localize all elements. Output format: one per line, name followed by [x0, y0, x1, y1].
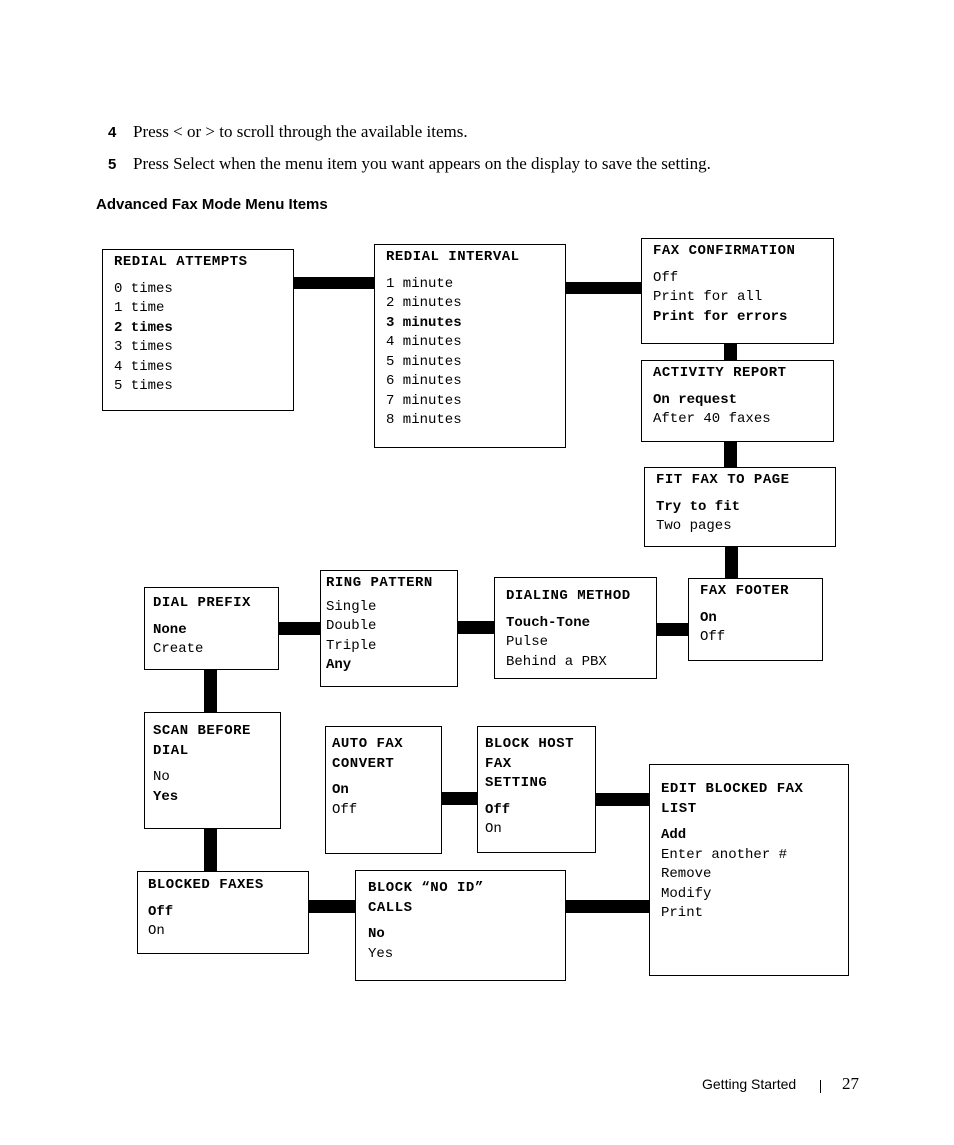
connector [204, 828, 217, 872]
menu-option: 4 times [114, 358, 173, 375]
menu-title: FIT FAX TO PAGE [656, 472, 790, 488]
menu-option: 6 minutes [386, 373, 462, 389]
menu-option: Behind a PBX [506, 653, 607, 670]
menu-block-host-fax-setting [477, 726, 596, 853]
menu-option: 2 minutes [386, 295, 462, 311]
connector [724, 343, 737, 361]
key-select: Select [173, 154, 215, 173]
menu-title: SCAN BEFORE DIAL [153, 723, 251, 759]
menu-option: Off [485, 801, 511, 818]
menu-title: BLOCK “NO ID” CALLS [368, 880, 484, 916]
connector [293, 277, 375, 289]
connector [308, 900, 356, 913]
menu-option: Remove [661, 866, 712, 882]
menu-title: DIALING METHOD [506, 588, 631, 604]
menu-option: 4 minutes [386, 334, 462, 350]
menu-activity-report [641, 360, 834, 442]
menu-scan-before-dial [144, 712, 281, 829]
step-4: 4 Press < or > to scroll through the available items. [108, 122, 468, 141]
menu-option: Touch-Tone [506, 614, 591, 631]
step-number: 4 [108, 124, 117, 141]
menu-edit-blocked-fax-list [649, 764, 849, 976]
connector [656, 623, 689, 636]
connector [457, 621, 495, 634]
menu-blocked-faxes [137, 871, 309, 954]
menu-option: Pulse [506, 634, 549, 650]
menu-fax-confirmation [641, 238, 834, 344]
menu-title: RING PATTERN [326, 575, 433, 591]
menu-option: 5 times [114, 378, 173, 394]
menu-auto-fax-convert [325, 726, 442, 854]
menu-option: Off [653, 269, 679, 286]
key-left: < [173, 122, 183, 141]
menu-option: 2 times [114, 319, 173, 336]
menu-option: Any [326, 657, 352, 673]
menu-option: On [148, 923, 165, 939]
page-number: 27 [842, 1074, 859, 1093]
menu-option: On [332, 782, 349, 798]
menu-option: Off [148, 903, 174, 920]
menu-option: 1 minute [386, 275, 454, 292]
menu-title: FAX FOOTER [700, 583, 790, 599]
menu-option: None [153, 621, 187, 638]
footer-section: Getting Started [702, 1076, 797, 1092]
connector [724, 441, 737, 468]
key-right: > [205, 122, 216, 141]
menu-option: On [485, 821, 502, 837]
menu-option: Off [700, 629, 726, 645]
menu-option: Print for errors [653, 308, 788, 325]
menu-option: 1 time [114, 300, 165, 316]
menu-option: On request [653, 391, 738, 408]
step-number: 5 [108, 156, 117, 173]
connector [565, 282, 642, 294]
menu-option: Off [332, 801, 358, 818]
menu-block-no-id-calls [355, 870, 566, 981]
menu-option: Yes [368, 945, 394, 962]
menu-option: Create [153, 641, 204, 657]
menu-redial-attempts [102, 249, 294, 411]
menu-fit-fax-to-page [644, 467, 836, 547]
menu-option: No [368, 926, 385, 942]
menu-option: 5 minutes [386, 353, 462, 370]
menu-option: Two pages [656, 518, 732, 534]
menu-option: Print for all [653, 289, 763, 305]
menu-option: Yes [153, 788, 179, 805]
footer-divider [820, 1080, 821, 1093]
menu-option: Modify [661, 885, 712, 902]
connector [595, 793, 650, 806]
menu-option: Enter another # [661, 846, 788, 863]
menu-option: Add [661, 827, 687, 843]
menu-dial-prefix [144, 587, 279, 670]
step-5: 5 Press Select when the menu item you want appears on the display to save the setting. [108, 154, 711, 173]
menu-dialing-method [494, 577, 657, 679]
menu-option: 7 minutes [386, 392, 462, 409]
menu-option: 8 minutes [386, 412, 462, 428]
menu-title: REDIAL INTERVAL [386, 249, 520, 265]
menu-title: ACTIVITY REPORT [653, 365, 787, 381]
menu-redial-interval [374, 244, 566, 448]
menu-option: Single [326, 598, 377, 615]
connector [204, 669, 217, 713]
menu-option: On [700, 609, 717, 626]
menu-option: No [153, 769, 170, 785]
menu-title: AUTO FAX CONVERT [332, 736, 404, 772]
menu-fax-footer [688, 578, 823, 661]
menu-title: BLOCK HOST FAX SETTING [485, 736, 575, 791]
connector [565, 900, 650, 913]
menu-title: BLOCKED FAXES [148, 877, 264, 893]
menu-option: After 40 faxes [653, 411, 771, 427]
menu-option: Double [326, 618, 377, 634]
menu-option: 3 minutes [386, 314, 462, 331]
menu-option: Try to fit [656, 498, 741, 515]
menu-title: FAX CONFIRMATION [653, 243, 796, 259]
connector [278, 622, 321, 635]
menu-title: EDIT BLOCKED FAX LIST [661, 781, 804, 817]
menu-ring-pattern [320, 570, 458, 687]
menu-title: REDIAL ATTEMPTS [114, 254, 248, 270]
menu-option: 0 times [114, 280, 173, 297]
menu-option: Print [661, 905, 704, 921]
menu-title: DIAL PREFIX [153, 595, 251, 611]
menu-option: Triple [326, 637, 377, 654]
connector [725, 546, 738, 579]
section-heading: Advanced Fax Mode Menu Items [96, 196, 328, 213]
connector [441, 792, 478, 805]
menu-option: 3 times [114, 339, 173, 355]
